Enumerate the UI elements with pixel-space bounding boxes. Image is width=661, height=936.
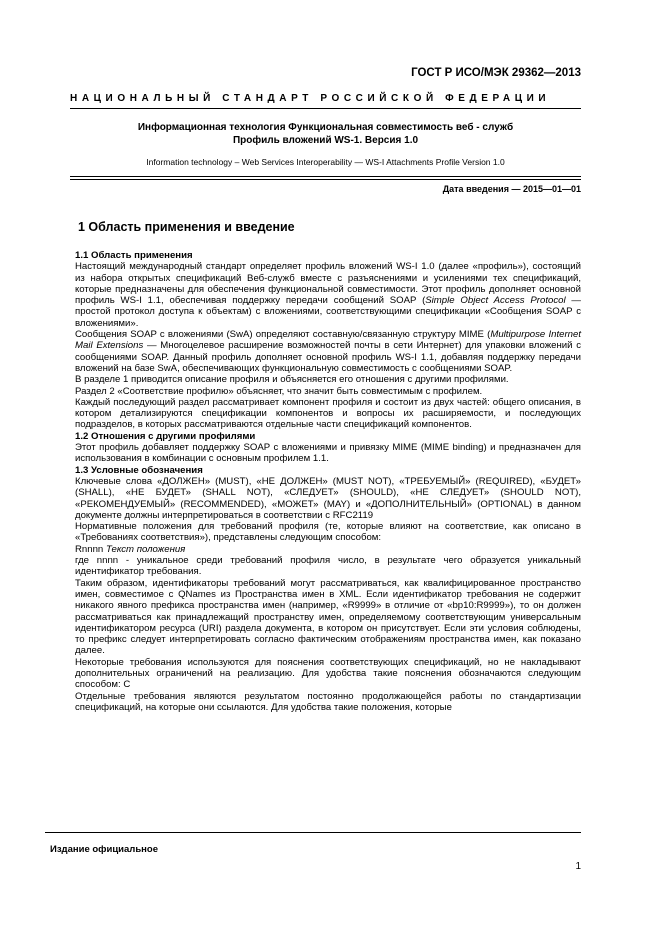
paragraph: Нормативные положения для требований профиля (те, которые влияют на соответствие, как описано в «Требованиях соответствия»), представлены следующим способом: xyxy=(75,521,581,544)
section-heading: 1 Область применения и введение xyxy=(78,220,295,234)
paragraph: Отдельные требования являются результатом постоянно продолжающейся работы по стандартизации спецификаций, на которые они ссылаются. Для удобства такие положения, которые xyxy=(75,690,581,713)
introduction-date: Дата введения — 2015—01—01 xyxy=(442,184,581,194)
footer-divider xyxy=(45,832,581,833)
paragraph: где nnnn - уникальное среди требований профиля число, в результате чего образуется уникальный идентификатор требования. xyxy=(75,555,581,578)
page-number: 1 xyxy=(575,861,581,872)
subsection-title-1-2: 1.2 Отношения с другими профилями xyxy=(75,430,256,442)
standard-number: ГОСТ Р ИСО/МЭК 29362—2013 xyxy=(411,67,581,79)
national-standard-banner: НАЦИОНАЛЬНЫЙ СТАНДАРТ РОССИЙСКОЙ ФЕДЕРАЦИИ xyxy=(70,93,551,104)
paragraph: Некоторые требования используются для пояснения соответствующих спецификаций, но не накладывают дополнительных ограничений на реализацию. Для удобства такие пояснения обозначаются следующим способом: С xyxy=(75,656,581,691)
header-divider xyxy=(70,108,581,109)
document-title-line2: Профиль вложений WS-1. Версия 1.0 xyxy=(232,135,419,146)
title-divider-top xyxy=(70,176,581,177)
edition-label: Издание официальное xyxy=(50,844,158,855)
paragraph: Раздел 2 «Соответствие профилю» объясняет, что значит быть совместимым с профилем. xyxy=(75,385,483,397)
paragraph: Каждый последующий раздел рассматривает компонент профиля и состоит из двух частей: общего описания, в котором детализируются спецификации компонентов и вопросы их расширяемости, и последующих подразделов, в которых рассматриваются отдельные части спецификаций компонентов. xyxy=(75,396,581,431)
document-title-line1: Информационная технология Функциональная совместимость веб - служб xyxy=(137,122,514,133)
paragraph: Этот профиль добавляет поддержку SOAP с вложениями и привязку MIME (MIME binding) и предназначен для использования в комбинации с основным профилем 1.1. xyxy=(75,442,581,465)
body-text xyxy=(75,250,581,713)
title-divider-bottom xyxy=(70,179,581,180)
paragraph: Ключевые слова «ДОЛЖЕН» (MUST), «НЕ ДОЛЖЕН» (MUST NOT), «ТРЕБУЕМЫЙ» (REQUIRED), «БУДЕТ» (SHALL), «НЕ БУДЕТ» (SHALL NOT), «СЛЕДУЕТ» (SHOULD), «НЕ СЛЕДУЕТ» (SHOULD NOT), «РЕКОМЕНДУЕМЫЙ» (RECOMMENDED), «МОЖЕТ» (MAY) и «ДОПОЛНИТЕЛЬНЫЙ» (OPTIONAL) в данном документе должны интерпретироваться в соответствии с RFC2119 xyxy=(75,475,581,521)
subsection-title-1-3: 1.3 Условные обозначения xyxy=(75,464,203,476)
paragraph: В разделе 1 приводится описание профиля и объясняется его отношения с другими профилями. xyxy=(75,374,509,386)
paragraph: Таким образом, идентификаторы требований могут рассматриваться, как квалифицированное пространство имен, совместимое с QNames из Пространства имен в XML. Если идентификатор требования не содержит никакого явного префикса пространства имен (например, «R9999» в отличие от «bp10:R9999»), то он должен рассматриваться как принадлежащий пространству имен, определяемому соответствующим универсальным идентификатором ресурса (URI) раздела документа, в котором он присутствует. Если эти условия соблюдены, то префикс следует интерпретировать согласно фактическим отображениям пространства имен, как показано далее. xyxy=(75,577,581,657)
paragraph: Сообщения SOAP с вложениями (SwA) определяют составную/связанную структуру MIME (Multipurpose Internet Mail Extensions — Многоцелевое расширение возможностей почты в сети Интернет) для упаковки вложений с сообщениями SOAP. Данный профиль дополняет основной профиль WS-I 1.1, добавляя поддержку передачи вложений на базе SwA, обеспечивающих функциональную совместимость с сообщениями SOAP. xyxy=(75,329,581,374)
subsection-title-1-1: 1.1 Область применения xyxy=(75,250,193,261)
document-title-english: Information technology – Web Services Interoperability — WS-I Attachments Profile Version 1.0 xyxy=(146,157,505,167)
paragraph: Настоящий международный стандарт определяет профиль вложений WS-I 1.0 (далее «профиль»), состоящий из набора открытых спецификаций Веб-служб вместе с разъяснениями и усилениями тех спецификаций, которые предназначены для обеспечения функциональной совместимости. Этот профиль дополняет основной профиль WS-I 1.1, обеспечивая поддержку передачи сообщений SOAP (Simple Object Access Protocol — простой протокол доступа к объектам) с вложениями, соответствующими спецификации «Сообщения SOAP с вложениями». xyxy=(75,261,582,329)
paragraph: Rnnnn Текст положения xyxy=(75,543,186,555)
